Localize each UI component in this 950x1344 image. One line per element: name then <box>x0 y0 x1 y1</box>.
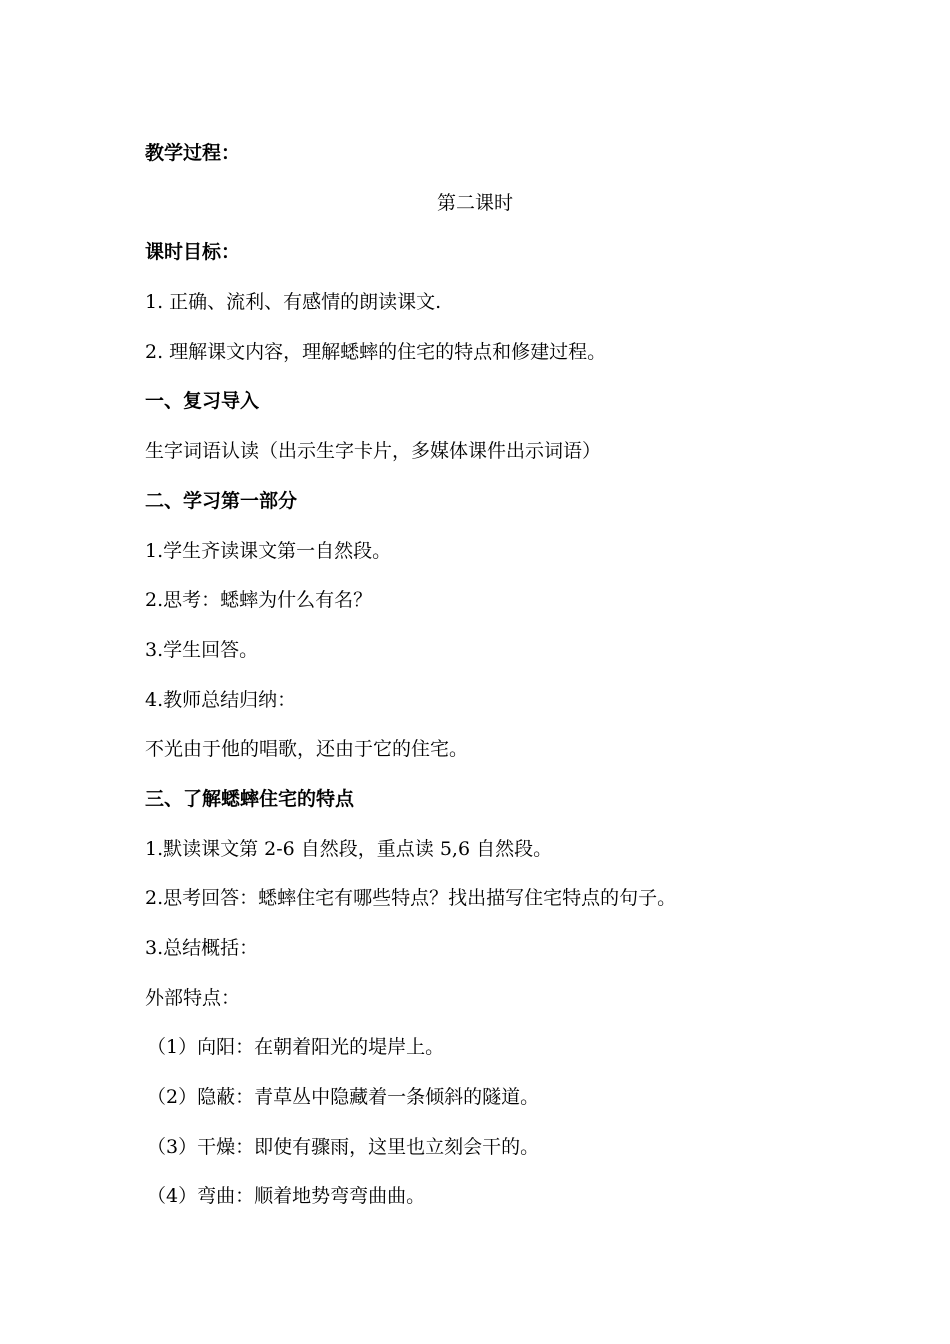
list-item: 3.学生回答。 <box>145 638 259 661</box>
lesson-title: 第二课时 <box>436 191 513 214</box>
list-item: 3.总结概括： <box>145 937 259 959</box>
sub-list-item: （4）弯曲：顺着地势弯弯曲曲。 <box>147 1185 426 1208</box>
sub-list-item: （2）隐蔽：青草丛中隐藏着一条倾斜的隧道。 <box>147 1086 540 1109</box>
section-heading-teaching-process: 教学过程： <box>145 142 241 164</box>
section-heading-review: 一、复习导入 <box>145 390 260 413</box>
list-item: 1.学生齐读课文第一自然段。 <box>145 539 392 562</box>
list-item: 2.思考：蟋蟀为什么有名？ <box>145 589 373 612</box>
objective-item-1: 1. 正确、流利、有感情的朗读课文. <box>145 291 442 314</box>
section-heading-features: 三、了解蟋蟀住宅的特点 <box>145 787 355 810</box>
section-heading-objectives: 课时目标： <box>145 241 241 264</box>
list-item: 2.思考回答：蟋蟀住宅有哪些特点？找出描写住宅特点的句子。 <box>145 887 677 910</box>
paragraph-text: 不光由于他的唱歌，还由于它的住宅。 <box>145 738 469 761</box>
list-item: 1.默读课文第 2-6 自然段，重点读 5,6 自然段。 <box>145 837 553 860</box>
paragraph-text: 外部特点： <box>145 986 241 1009</box>
paragraph-text: 生字词语认读（出示生字卡片，多媒体课件出示词语） <box>145 440 602 463</box>
section-heading-part-one: 二、学习第一部分 <box>145 489 298 512</box>
sub-list-item: （1）向阳：在朝着阳光的堤岸上。 <box>147 1036 445 1059</box>
document-page <box>145 138 805 1231</box>
list-item: 4.教师总结归纳： <box>145 688 297 711</box>
objective-item-2: 2. 理解课文内容，理解蟋蟀的住宅的特点和修建过程。 <box>145 340 607 363</box>
sub-list-item: （3）干燥：即使有骤雨，这里也立刻会干的。 <box>147 1135 540 1158</box>
